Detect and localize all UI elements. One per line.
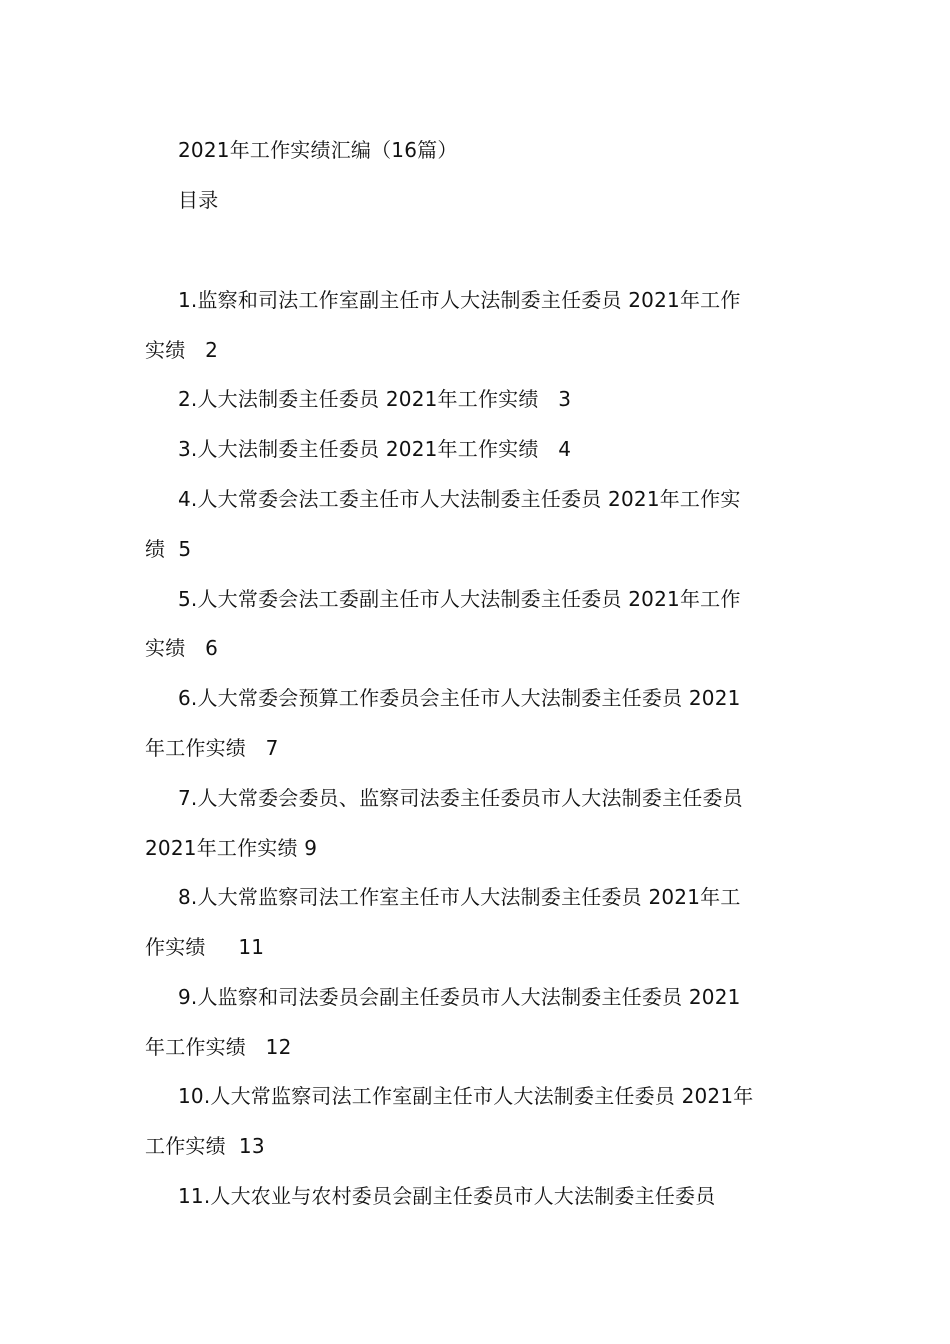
toc-entry-5: 5.人大常委会法工委副主任市人大法制委主任委员 2021年工作: [178, 587, 741, 611]
toc-entry-4-cont: 绩 5: [145, 537, 192, 561]
toc-entry-9: 9.人监察和司法委员会副主任委员市人大法制委主任委员 2021: [178, 985, 741, 1009]
toc-entry-3: 3.人大法制委主任委员 2021年工作实绩 4: [178, 437, 572, 461]
toc-entry-11: 11.人大农业与农村委员会副主任委员市人大法制委主任委员: [178, 1184, 716, 1208]
toc-entry-4: 4.人大常委会法工委主任市人大法制委主任委员 2021年工作实: [178, 487, 741, 511]
toc-entry-2: 2.人大法制委主任委员 2021年工作实绩 3: [178, 387, 572, 411]
toc-entry-8: 8.人大常监察司法工作室主任市人大法制委主任委员 2021年工: [178, 885, 741, 909]
toc-entry-1-cont: 实绩 2: [145, 338, 218, 362]
toc-entry-6-cont: 年工作实绩 7: [145, 736, 279, 760]
toc-entry-1: 1.监察和司法工作室副主任市人大法制委主任委员 2021年工作: [178, 288, 741, 312]
toc-entry-8-cont: 作实绩 11: [145, 935, 265, 959]
toc-entry-6: 6.人大常委会预算工作委员会主任市人大法制委主任委员 2021: [178, 686, 741, 710]
toc-heading: 目录: [178, 188, 219, 212]
document-title: 2021年工作实绩汇编（16篇）: [178, 138, 458, 162]
toc-entry-9-cont: 年工作实绩 12: [145, 1035, 292, 1059]
toc-entry-10: 10.人大常监察司法工作室副主任市人大法制委主任委员 2021年: [178, 1084, 754, 1108]
toc-entry-7: 7.人大常委会委员、监察司法委主任委员市人大法制委主任委员: [178, 786, 743, 810]
toc-entry-7-cont: 2021年工作实绩 9: [145, 836, 318, 860]
toc-entry-10-cont: 工作实绩 13: [145, 1134, 265, 1158]
toc-entry-5-cont: 实绩 6: [145, 636, 218, 660]
